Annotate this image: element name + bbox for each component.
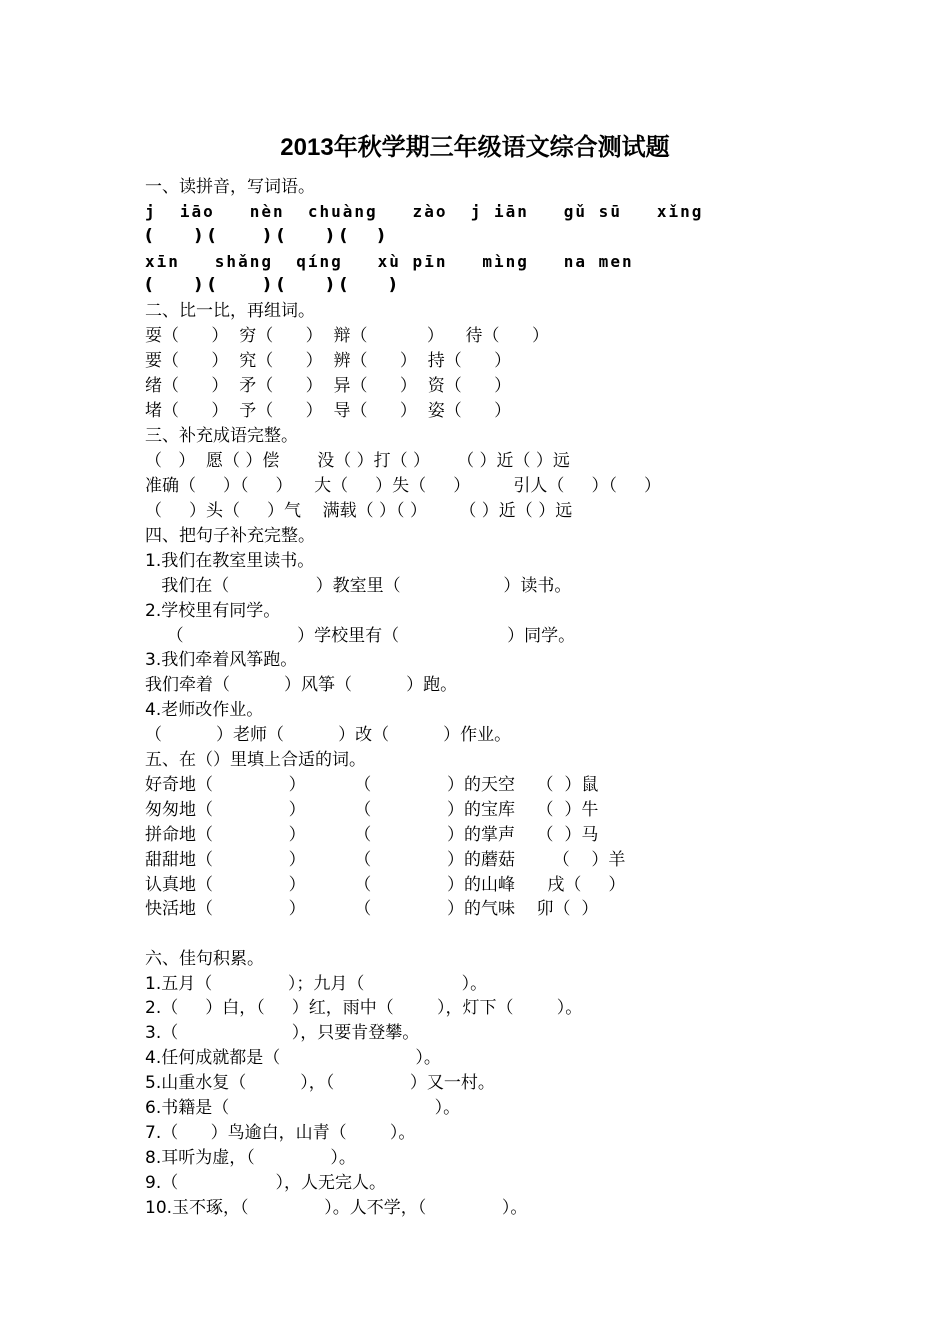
fill-word-row-1: 好奇地（ ） （ ）的天空 （ ）鼠 [145,775,599,795]
compare-row-1: 耍（ ） 穷（ ） 辩（ ） 待（ ） [145,326,549,346]
sentence-4-blank: （ ）老师（ ）改（ ）作业。 [145,725,512,745]
quote-item-7: 7.（ ）鸟逾白，山青（ ）。 [145,1123,416,1143]
compare-row-2: 要（ ） 究（ ） 辨（ ） 持（ ） [145,351,512,371]
fill-word-row-5: 认真地（ ） （ ）的山峰 戌（ ） [145,875,626,895]
idiom-row-2: 准确（ ）（ ） 大（ ）失（ ） 引人（ ）（ ） [145,476,661,496]
idiom-row-3: （ ）头（ ）气 满载（ ）（ ） （ ）近（ ）远 [145,501,573,521]
fill-word-row-4: 甜甜地（ ） （ ）的蘑菇 （ ）羊 [145,850,626,870]
fill-word-row-3: 拼命地（ ） （ ）的掌声 （ ）马 [145,825,599,845]
sentence-1-original: 1.我们在教室里读书。 [145,551,315,571]
quote-item-8: 8.耳听为虚，（ ）。 [145,1148,356,1168]
answer-brackets-2: ( ) ( ) ( ) ( ) [145,275,397,295]
page-title: 2013年秋学期三年级语文综合测试题 [280,134,670,161]
section-3-heading: 三、补充成语完整。 [145,426,298,446]
compare-row-4: 堵（ ） 予（ ） 导（ ） 姿（ ） [145,401,512,421]
sentence-3-blank: 我们牵着（ ）风筝（ ）跑。 [145,675,458,695]
compare-row-3: 绪（ ） 矛（ ） 异（ ） 资（ ） [145,376,512,396]
quote-item-10: 10.玉不琢，（ ）。人不学，（ ）。 [145,1198,528,1218]
sentence-2-original: 2.学校里有同学。 [145,601,281,621]
quote-item-4: 4.任何成就都是（ ）。 [145,1048,441,1068]
sentence-4-original: 4.老师改作业。 [145,700,264,720]
section-5-heading: 五、在（）里填上合适的词。 [145,750,366,770]
idiom-row-1: （ ） 愿（ ）偿 没（ ）打（ ） （ ）近（ ）远 [145,451,570,471]
answer-brackets-1: ( ) ( ) ( ) ( ) [145,226,385,246]
pinyin-line-1: j iāo nèn chuàng zào j iān gǔ sū xǐng [145,202,704,221]
section-6-heading: 六、佳句积累。 [145,949,264,969]
fill-word-row-2: 匆匆地（ ） （ ）的宝库 （ ）牛 [145,800,599,820]
quote-item-6: 6.书籍是（ ）。 [145,1098,461,1118]
section-1-heading: 一、读拼音，写词语。 [145,177,315,197]
sentence-2-blank: （ ）学校里有（ ）同学。 [145,626,576,646]
quote-item-5: 5.山重水复（ ），（ ）又一村。 [145,1073,495,1093]
quote-item-9: 9.（ ），人无完人。 [145,1173,386,1193]
quote-item-1: 1.五月（ ）；九月（ ）。 [145,974,488,994]
fill-word-row-6: 快活地（ ） （ ）的气味 卯（ ） [145,899,599,919]
pinyin-line-2: xīn shǎng qíng xù pīn mìng na men [145,252,634,271]
sentence-1-blank: 我们在（ ）教室里（ ）读书。 [145,576,572,596]
sentence-3-original: 3.我们牵着风筝跑。 [145,650,298,670]
section-4-heading: 四、把句子补充完整。 [145,526,315,546]
quote-item-3: 3.（ ），只要肯登攀。 [145,1023,420,1043]
section-2-heading: 二、比一比，再组词。 [145,301,315,321]
quote-item-2: 2.（ ）白，（ ）红，雨中（ ），灯下（ ）。 [145,998,583,1018]
